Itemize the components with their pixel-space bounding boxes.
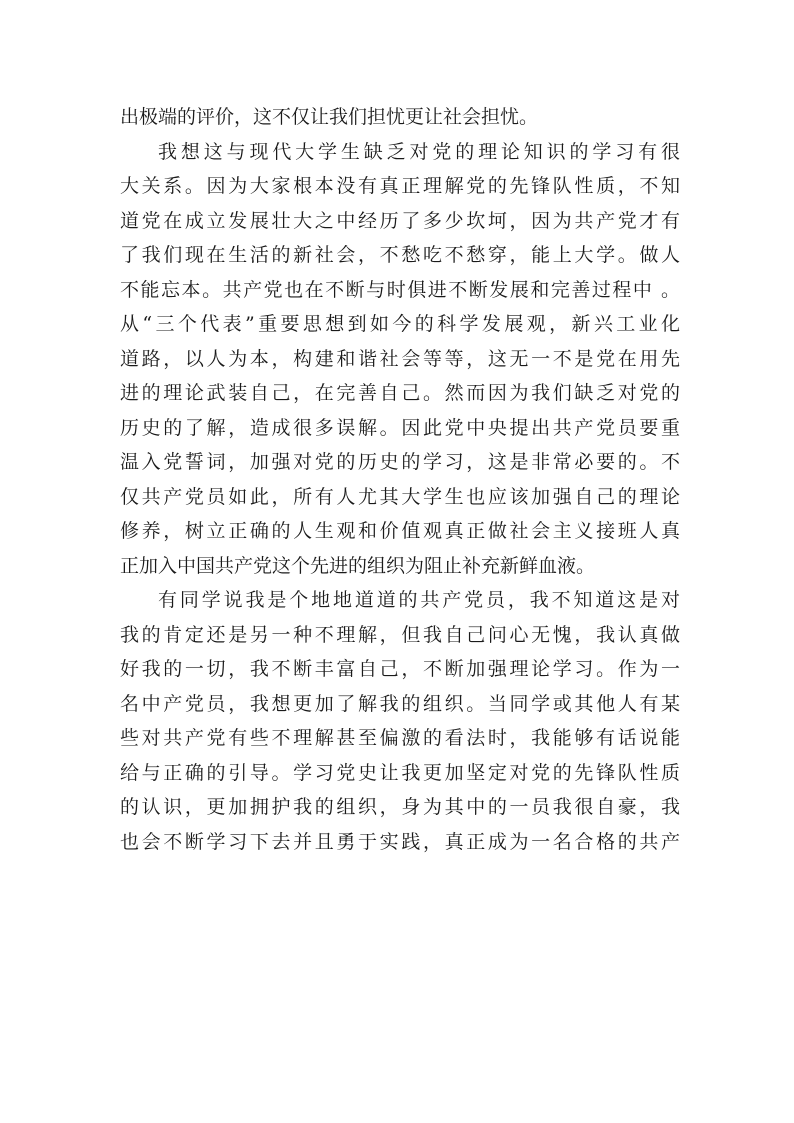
text-line: 修养，树立正确的人生观和价值观真正做社会主义接班人真 — [120, 520, 680, 542]
text-line: 道党在成立发展壮大之中经历了多少坎坷，因为共产党才有 — [120, 209, 680, 232]
text-line: 道路，以人为本，构建和谐社会等等，这无一不是党在用先 — [120, 347, 680, 370]
text-line: 大关系。因为大家根本没有真正理解党的先锋队性质，不知 — [120, 175, 680, 197]
text-line: 正加入中国共产党这个先进的组织为阻止补充新鲜血液。 — [120, 554, 596, 577]
text-line: 好我的一切，我不断丰富自己，不断加强理论学习。作为一 — [120, 658, 680, 680]
text-line: 仅共产党员如此，所有人尤其大学生也应该加强自己的理论 — [120, 485, 680, 508]
text-line: 温入党誓词，加强对党的历史的学习，这是非常必要的。不 — [120, 451, 680, 473]
text-line: 名中产党员，我想更加了解我的组织。当同学或其他人有某 — [120, 692, 680, 715]
text-line: 进的理论武装自己，在完善自己。然而因为我们缺乏对党的 — [120, 382, 680, 404]
text-line: 不能忘本。共产党也在不断与时俱进不断发展和完善过程中 。 — [120, 278, 680, 301]
text-line: 些对共产党有些不理解甚至偏激的看法时，我能够有话说能 — [120, 727, 680, 749]
text-line: 我想这与现代大学生缺乏对党的理论知识的学习有很 — [158, 140, 680, 163]
text-line: 从“三个代表”重要思想到如今的科学发展观，新兴工业化 — [120, 313, 680, 335]
text-line: 也会不断学习下去并且勇于实践，真正成为一名合格的共产 — [120, 830, 680, 853]
text-line: 了我们现在生活的新社会，不愁吃不愁穿，能上大学。做人 — [120, 244, 680, 266]
text-line: 的认识，更加拥护我的组织，身为其中的一员我很自豪，我 — [120, 796, 680, 818]
text-line: 我的肯定还是另一种不理解，但我自己问心无愧，我认真做 — [120, 623, 680, 646]
text-line: 历史的了解，造成很多误解。因此党中央提出共产党员要重 — [120, 416, 680, 439]
text-line: 给与正确的引导。学习党史让我更加坚定对党的先锋队性质 — [120, 761, 680, 784]
text-line: 有同学说我是个地地道道的共产党员，我不知道这是对 — [158, 589, 680, 611]
body-text — [120, 100, 680, 859]
text-line: 出极端的评价，这不仅让我们担忧更让社会担忧。 — [120, 106, 539, 128]
